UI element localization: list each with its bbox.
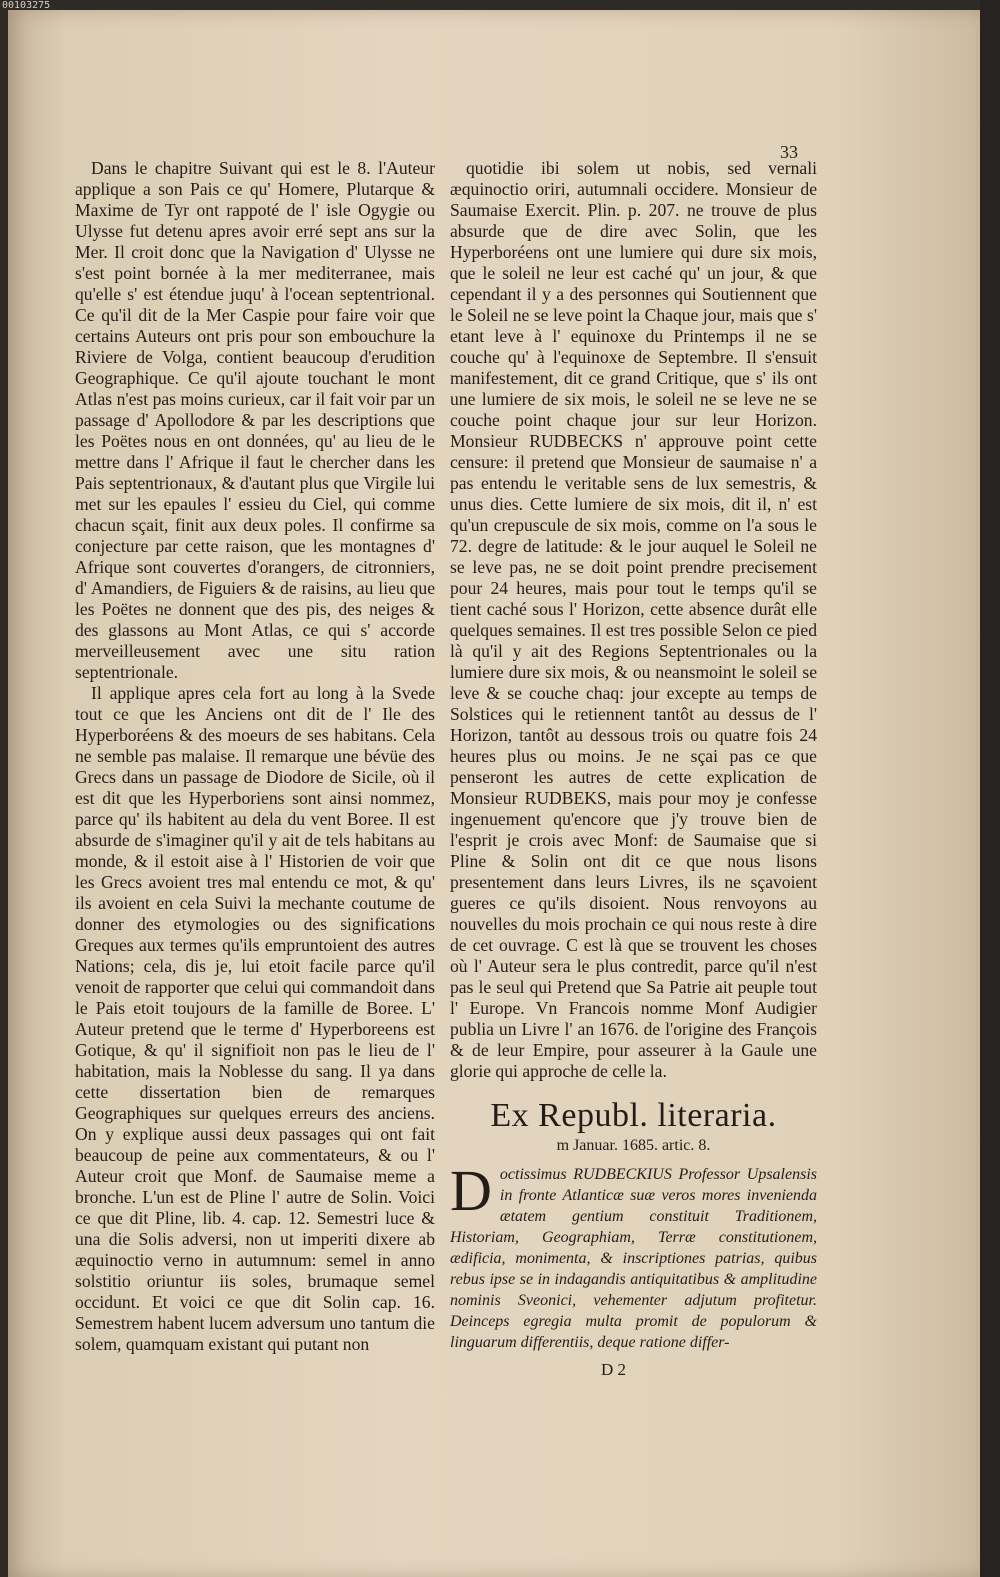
latin-text: octissimus RUDBECKIUS Professor Upsalensis in fronte Atlanticæ suæ veros mores invenienda ætatem gentium constituit Traditionem, Historiam, Geographiam, Terræ constitutionem, ædificia, monimenta, & inscriptiones patrias, quibus rebus ipse se in indagandis antiquitatibus & amplitudine nominis Sveonici, vehementer adjutum profitetur. Deinceps egregia multa promit de populorum & linguarum differentiis, deque ratione differ- [450, 1166, 817, 1351]
page-number: 33 [780, 142, 798, 162]
right-paragraph-1: quotidie ibi solem ut nobis, sed vernali æquinoctio oriri, autumnali occidere. Monsieur de Saumaise Exercit. Plin. p. 207. ne trouve de plus absurde que de dire avec Solin, que les Hyperboréens ont une lumiere qui dure six mois, que le soleil ne leur est caché qu' un jour, & que cependant il y a des personnes qui Soutiennent que le Soleil ne se leve point la Chaque jour, mais que s' etant leve à l' equinoxe du Printemps il ne se couche qu' à l'equinoxe de Septembre. Il s'ensuit manifestement, dit ce grand Critique, que s' ils ont une lumiere de six mois, le soleil ne se leve ne se couche point chaque jour sur leur Horizon. Monsieur RUDBECKS n' approuve point cette censure: il pretend que Monsieur de saumaise n' a pas entendu le veritable sens de lux semestris, & unus dies. Cette lumiere de six mois, dit il, n' est qu'un crepuscule de six mois, comme on l'a sous le 72. degre de latitude: & le jour auquel le Soleil ne se leve pas, ne se doit point prendre precisement pour 24 heures, mais pour tout le temps qu'il se tient caché sous l' Horizon, cette absence durât elle quelques semaines. Il est tres possible Selon ce pied là qu'il y ait des Regions Septentrionales ou la lumiere dure six mois, & ou neansmoint le soleil se leve & se couche chaq: jour excepte au temps de Solstices qui le retiennent tantôt au dessus de l' Horizon, tantôt au dessous trois ou quatre fois 24 heures plus ou moins. Je ne sçai pas ce que penseront les autres de cette explication de Monsieur RUDBEKS, mais pour moy je confesse ingenuement qu'encore que j'y trouve bien de l'esprit je crois avec Monf: de Saumaise que si Pline & Solin ont dit ce que nous lisons presentement dans leurs Livres, ils ne sçavoient gueres ce qu'ils disoient. Nous renvoyons au nouvelles du mois prochain ce qui nous reste à dire de cet ouvrage. C est là que se trouvent les choses où l' Auteur sera le plus contredit, parce qu'il n'est pas le seul qui Pretend que Sa Patrie ait peuple tout l' Europe. Vn Francois nomme Monf Audigier publia un Livre l' an 1676. de l'origine des François & de leur Empire, pour asseurer à la Gaule une glorie qui approche de celle la. [450, 158, 817, 1081]
section-subheading: m Januar. 1685. artic. 8. [556, 1137, 711, 1154]
latin-extract [450, 1158, 817, 1353]
left-paragraph-1: Dans le chapitre Suivant qui est le 8. l'Auteur applique a son Pais ce qu' Homere, Plutarque & Maxime de Tyr ont rappoté de l' isle Ogygie ou Ulysse fut detenu apres avoir erré sept ans sur la Mer. Il croit donc que la Navigation d' Ulysse ne s'est point bornée à la mer mediterranee, mais qu'elle s' est étendue juqu' à l'ocean septentrional. Ce qu'il dit de la Mer Caspie pour faire voir que certains Auteurs ont pris pour son embouchure la Riviere de Volga, contient beaucoup d'erudition Geographique. Ce qu'il ajoute touchant le mont Atlas n'est pas moins curieux, car il fait voir par un passage d' Apollodore & par les descriptions que les Poëtes nous en ont données, qu' au lieu de le mettre dans l' Afrique il faut le chercher dans les Pais septentrionaux, & d'autant plus que Virgile lui met sur les epaules l' essieu du Ciel, qui comme chacun sçait, finit aux deux poles. Il confirme sa conjecture par cette raison, que les montagnes d' Afrique sont couvertes d'orangers, de citronniers, d' Amandiers, de Figuiers & de raisins, au lieu que les Poëtes ne donnent que des pis, des neiges & des glassons au Mont Atlas, ce qui s' accorde merveilleusement avec une situ ration septentrionale. [75, 158, 435, 682]
left-column [75, 158, 435, 1355]
left-paragraph-2: Il applique apres cela fort au long à la Svede tout ce que les Anciens ont dit de l' Ile des Hyperboréens & des moeurs de ses habitans. Cela ne semble pas malaise. Il remarque une bévüe des Grecs dans un passage de Diodore de Sicile, où il est dit que les Hyperboriens sont ainsi nommez, parce qu' ils habitent au dela du vent Boree. Il est absurde de s'imaginer qu'il y ait de tels habitans au monde, & il estoit aise à l' Historien de voir que les Grecs avoient tres mal entendu ce mot, & qu' ils avoient en cela Suivi la mechante coutume de donner des etymologies ou des significations Greques aux termes qu'ils empruntoient des autres Nations; cela, dis je, lui etoit facile parce qu'il venoit de rapporter que celui qui commandoit dans le Pais etoit toujours de la famille de Boree. L' Auteur pretend que le terme d' Hyperboreens est Gotique, & qu' il signifioit non pas le lieu de l' habitation, mais la Noblesse du sang. Il ya dans cette dissertation bien de remarques Geographiques sur quelques erreurs des anciens. On y explique aussi deux passages qui ont fait beaucoup de peine aux commentateurs, & ou l' Auteur croit que Monf. de Saumaise meme a bronche. L'un est de Pline l' autre de Solin. Voici ce que dit Pline, lib. 4. cap. 12. Semestri luce & una die Solis adversi, non ut imperiti dixere ab æquinoctio verno in autumnum: semel in anno solstitio oriuntur iis soles, brumaque semel occidunt. Et voici ce que dit Solin cap. 16. Semestrem habent lucem adversum uno tantum die solem, quamquam existant qui putant non [75, 683, 435, 1354]
drop-cap: D [450, 1158, 492, 1223]
catalog-id: 00103275 [2, 0, 51, 11]
section-heading: Ex Republ. literaria. [490, 1097, 777, 1134]
right-column [450, 158, 817, 1380]
signature-mark: D 2 [600, 1360, 627, 1379]
page-edge [980, 0, 1000, 1577]
